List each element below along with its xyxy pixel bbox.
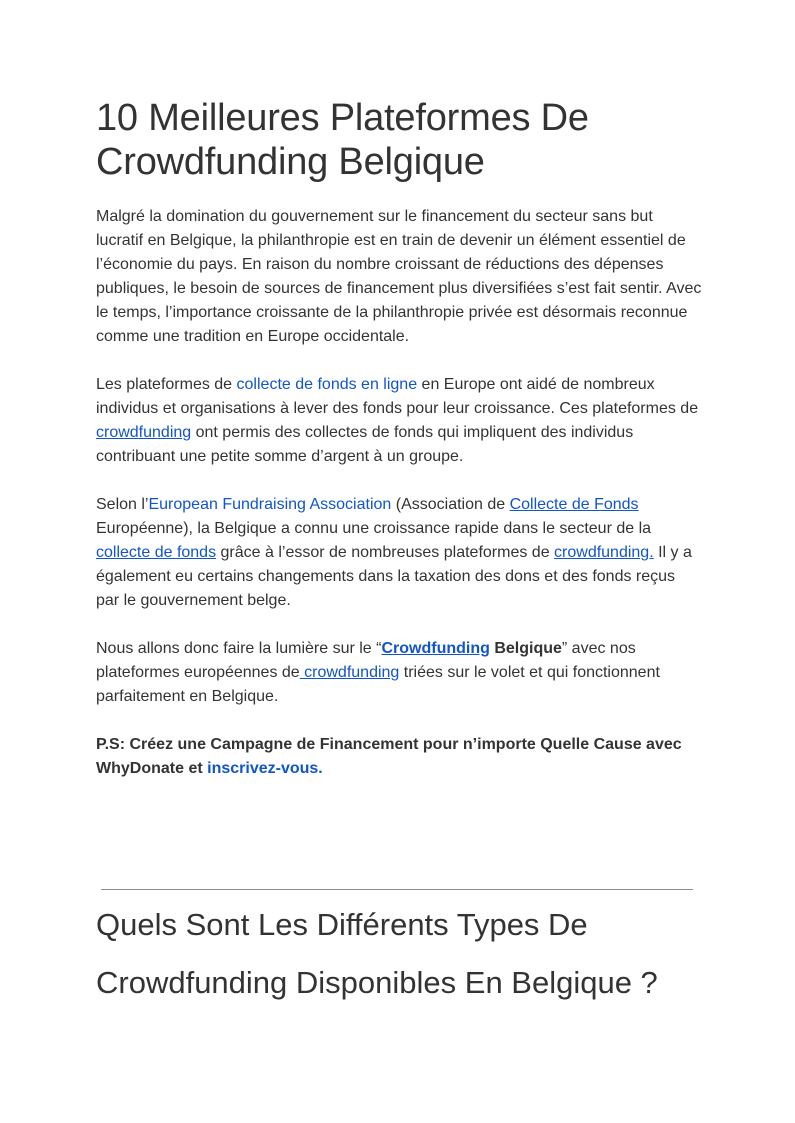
link-european-fundraising-association[interactable]: European Fundraising Association <box>148 496 392 513</box>
text-span: grâce à l’essor de nombreuses plateformes de <box>216 544 555 561</box>
text-span: ” avec nos plateformes européennes de <box>96 640 636 681</box>
text-span: Les plateformes de <box>96 376 237 393</box>
horizontal-divider <box>101 889 693 890</box>
link-crowdfunding[interactable]: crowdfunding <box>96 424 192 441</box>
paragraph-efa <box>96 493 702 613</box>
paragraph-crowdfunding-belgique <box>96 637 702 709</box>
text-span: en Europe ont aidé de nombreux individus et organisations à lever des fonds pour leur croissance. Ces plateformes de <box>96 376 699 417</box>
text-span: (Association de <box>391 496 510 513</box>
link-crowdfunding-2[interactable]: crowdfunding. <box>554 544 654 561</box>
document-body <box>96 96 702 797</box>
text-span: ont permis des collectes de fonds qui impliquent des individus contribuant une petite somme d’argent à un groupe. <box>96 424 634 465</box>
link-online-fundraising[interactable]: collecte de fonds en ligne <box>236 376 418 393</box>
link-crowdfunding-bold[interactable]: Crowdfunding <box>381 640 490 657</box>
text-span: Selon l’ <box>96 496 149 513</box>
section-heading: Quels Sont Les Différents Types De Crowdfunding Disponibles En Belgique ? <box>96 907 658 1000</box>
link-collecte-de-fonds[interactable]: collecte de fonds <box>96 544 217 561</box>
bold-text-belgique: Belgique <box>489 640 562 657</box>
ps-text: P.S: Créez une Campagne de Financement pour n’importe Quelle Cause avec WhyDonate et <box>96 736 682 777</box>
link-crowdfunding-3[interactable]: crowdfunding <box>299 664 400 681</box>
text-span: triées sur le volet et qui fonctionnent parfaitement en Belgique. <box>96 664 660 705</box>
page-title: 10 Meilleures Plateformes De Crowdfunding Belgique <box>96 97 589 183</box>
intro-paragraph: Malgré la domination du gouvernement sur le financement du secteur sans but lucratif en Belgique, la philanthropie est en train de devenir un élément essentiel de l’économie du pays. En raison du nombre croissant de réductions des dépenses publiques, le besoin de sources de financement plus diversifiées s’est fait sentir. Avec le temps, l’importance croissante de la philanthropie privée est désormais reconnue comme une tradition en Europe occidentale. <box>96 208 702 345</box>
text-span: Européenne), la Belgique a connu une croissance rapide dans le secteur de la <box>96 520 652 537</box>
paragraph-online-fundraising <box>96 373 702 469</box>
link-collecte-de-fonds-europeenne[interactable]: Collecte de Fonds <box>509 496 639 513</box>
text-span: Il y a également eu certains changements dans la taxation des dons et des fonds reçus par le gouvernement belge. <box>96 544 692 609</box>
link-signup[interactable]: inscrivez-vous. <box>207 760 323 777</box>
ps-paragraph <box>96 733 702 781</box>
text-span: Nous allons donc faire la lumière sur le “ <box>96 640 382 657</box>
